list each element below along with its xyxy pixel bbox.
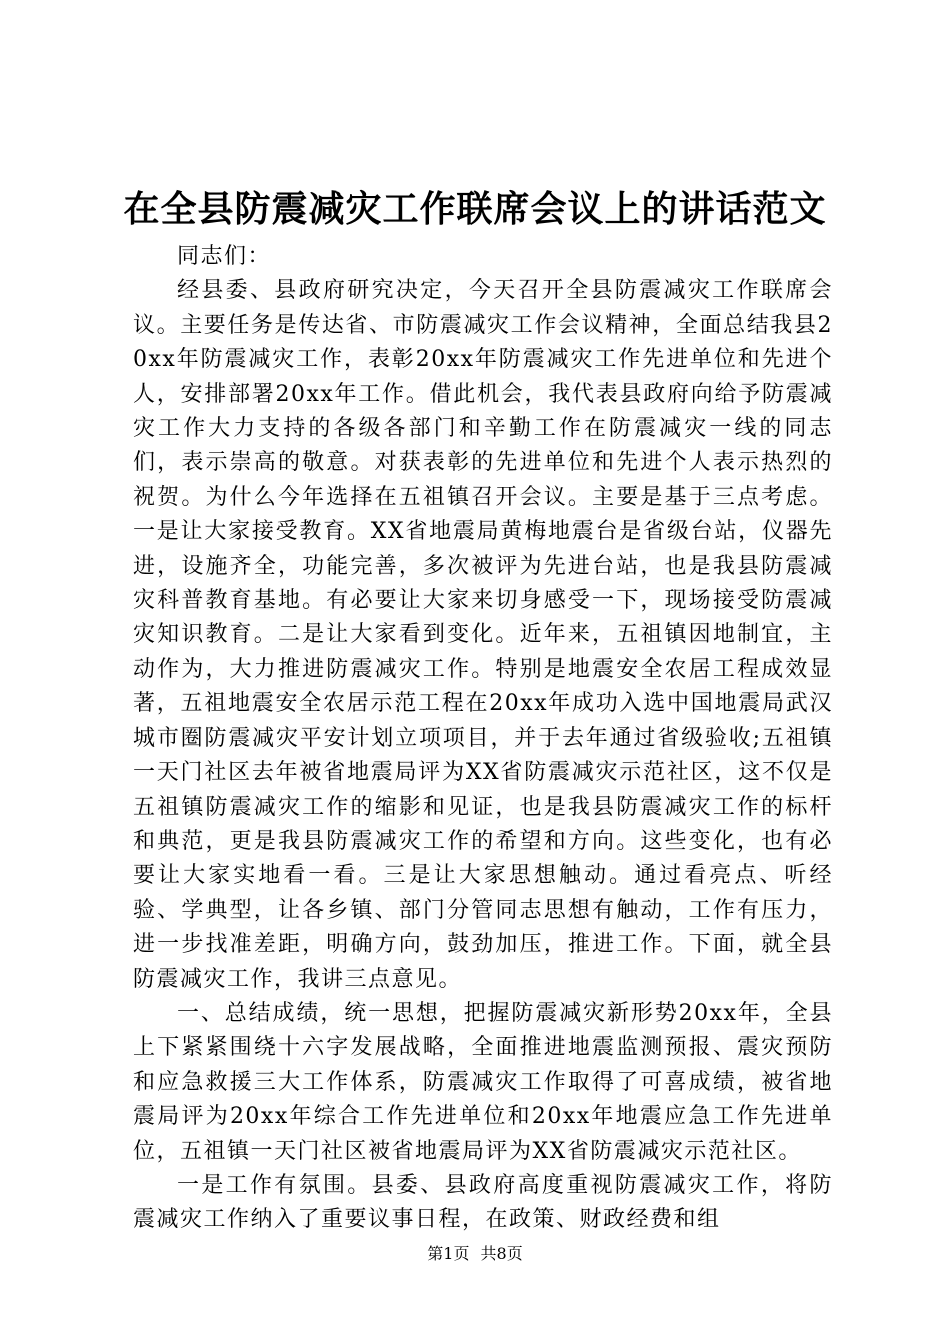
body-paragraph: 经县委、县政府研究决定，今天召开全县防震减灾工作联席会议。主要任务是传达省、市防震减灾工作会议精神，全面总结我县20xx年防震减灾工作，表彰20xx年防震减灾工作先进单位和先进个人，安排部署20xx年工作。借此机会，我代表县政府向给予防震减灾工作大力支持的各级各部门和辛勤工作在防震减灾一线的同志们，表示崇高的敬意。对获表彰的先进单位和先进个人表示热烈的祝贺。为什么今年选择在五祖镇召开会议。主要是基于三点考虑。一是让大家接受教育。XX省地震局黄梅地震台是省级台站，仪器先进，设施齐全，功能完善，多次被评为先进台站，也是我县防震减灾科普教育基地。有必要让大家来切身感受一下，现场接受防震减灾知识教育。二是让大家看到变化。近年来，五祖镇因地制宜，主动作为，大力推进防震减灾工作。特别是地震安全农居工程成效显著，五祖地震安全农居示范工程在20xx年成功入选中国地震局武汉城市圈防震减灾平安计划立项项目，并于去年通过省级验收;五祖镇一天门社区去年被省地震局评为XX省防震减灾示范社区，这不仅是五祖镇防震减灾工作的缩影和见证，也是我县防震减灾工作的标杆和典范，更是我县防震减灾工作的希望和方向。这些变化，也有必要让大家实地看一看。三是让大家思想触动。通过看亮点、听经验、学典型，让各乡镇、部门分管同志思想有触动，工作有压力，进一步找准差距，明确方向，鼓劲加压，推进工作。下面，就全县防震减灾工作，我讲三点意见。 <box>133 278 833 992</box>
body-paragraph: 一、总结成绩，统一思想，把握防震减灾新形势20xx年，全县上下紧紧围绕十六字发展战略，全面推进地震监测预报、震灾预防和应急救援三大工作体系，防震减灾工作取得了可喜成绩，被省地震局评为20xx年综合工作先进单位和20xx年地震应急工作先进单位，五祖镇一天门社区被省地震局评为XX省防震减灾示范社区。 <box>133 1000 833 1164</box>
page-number: 第1页 <box>427 1244 470 1263</box>
body-paragraph: 一是工作有氛围。县委、县政府高度重视防震减灾工作，将防震减灾工作纳入了重要议事日程，在政策、财政经费和组 <box>133 1172 833 1233</box>
page-total: 共8页 <box>480 1244 523 1263</box>
salutation-paragraph: 同志们： <box>177 244 272 269</box>
document-title: 在全县防震减灾工作联席会议上的讲话范文 <box>123 189 827 230</box>
document-body <box>133 240 833 1238</box>
page-footer <box>0 1243 950 1265</box>
